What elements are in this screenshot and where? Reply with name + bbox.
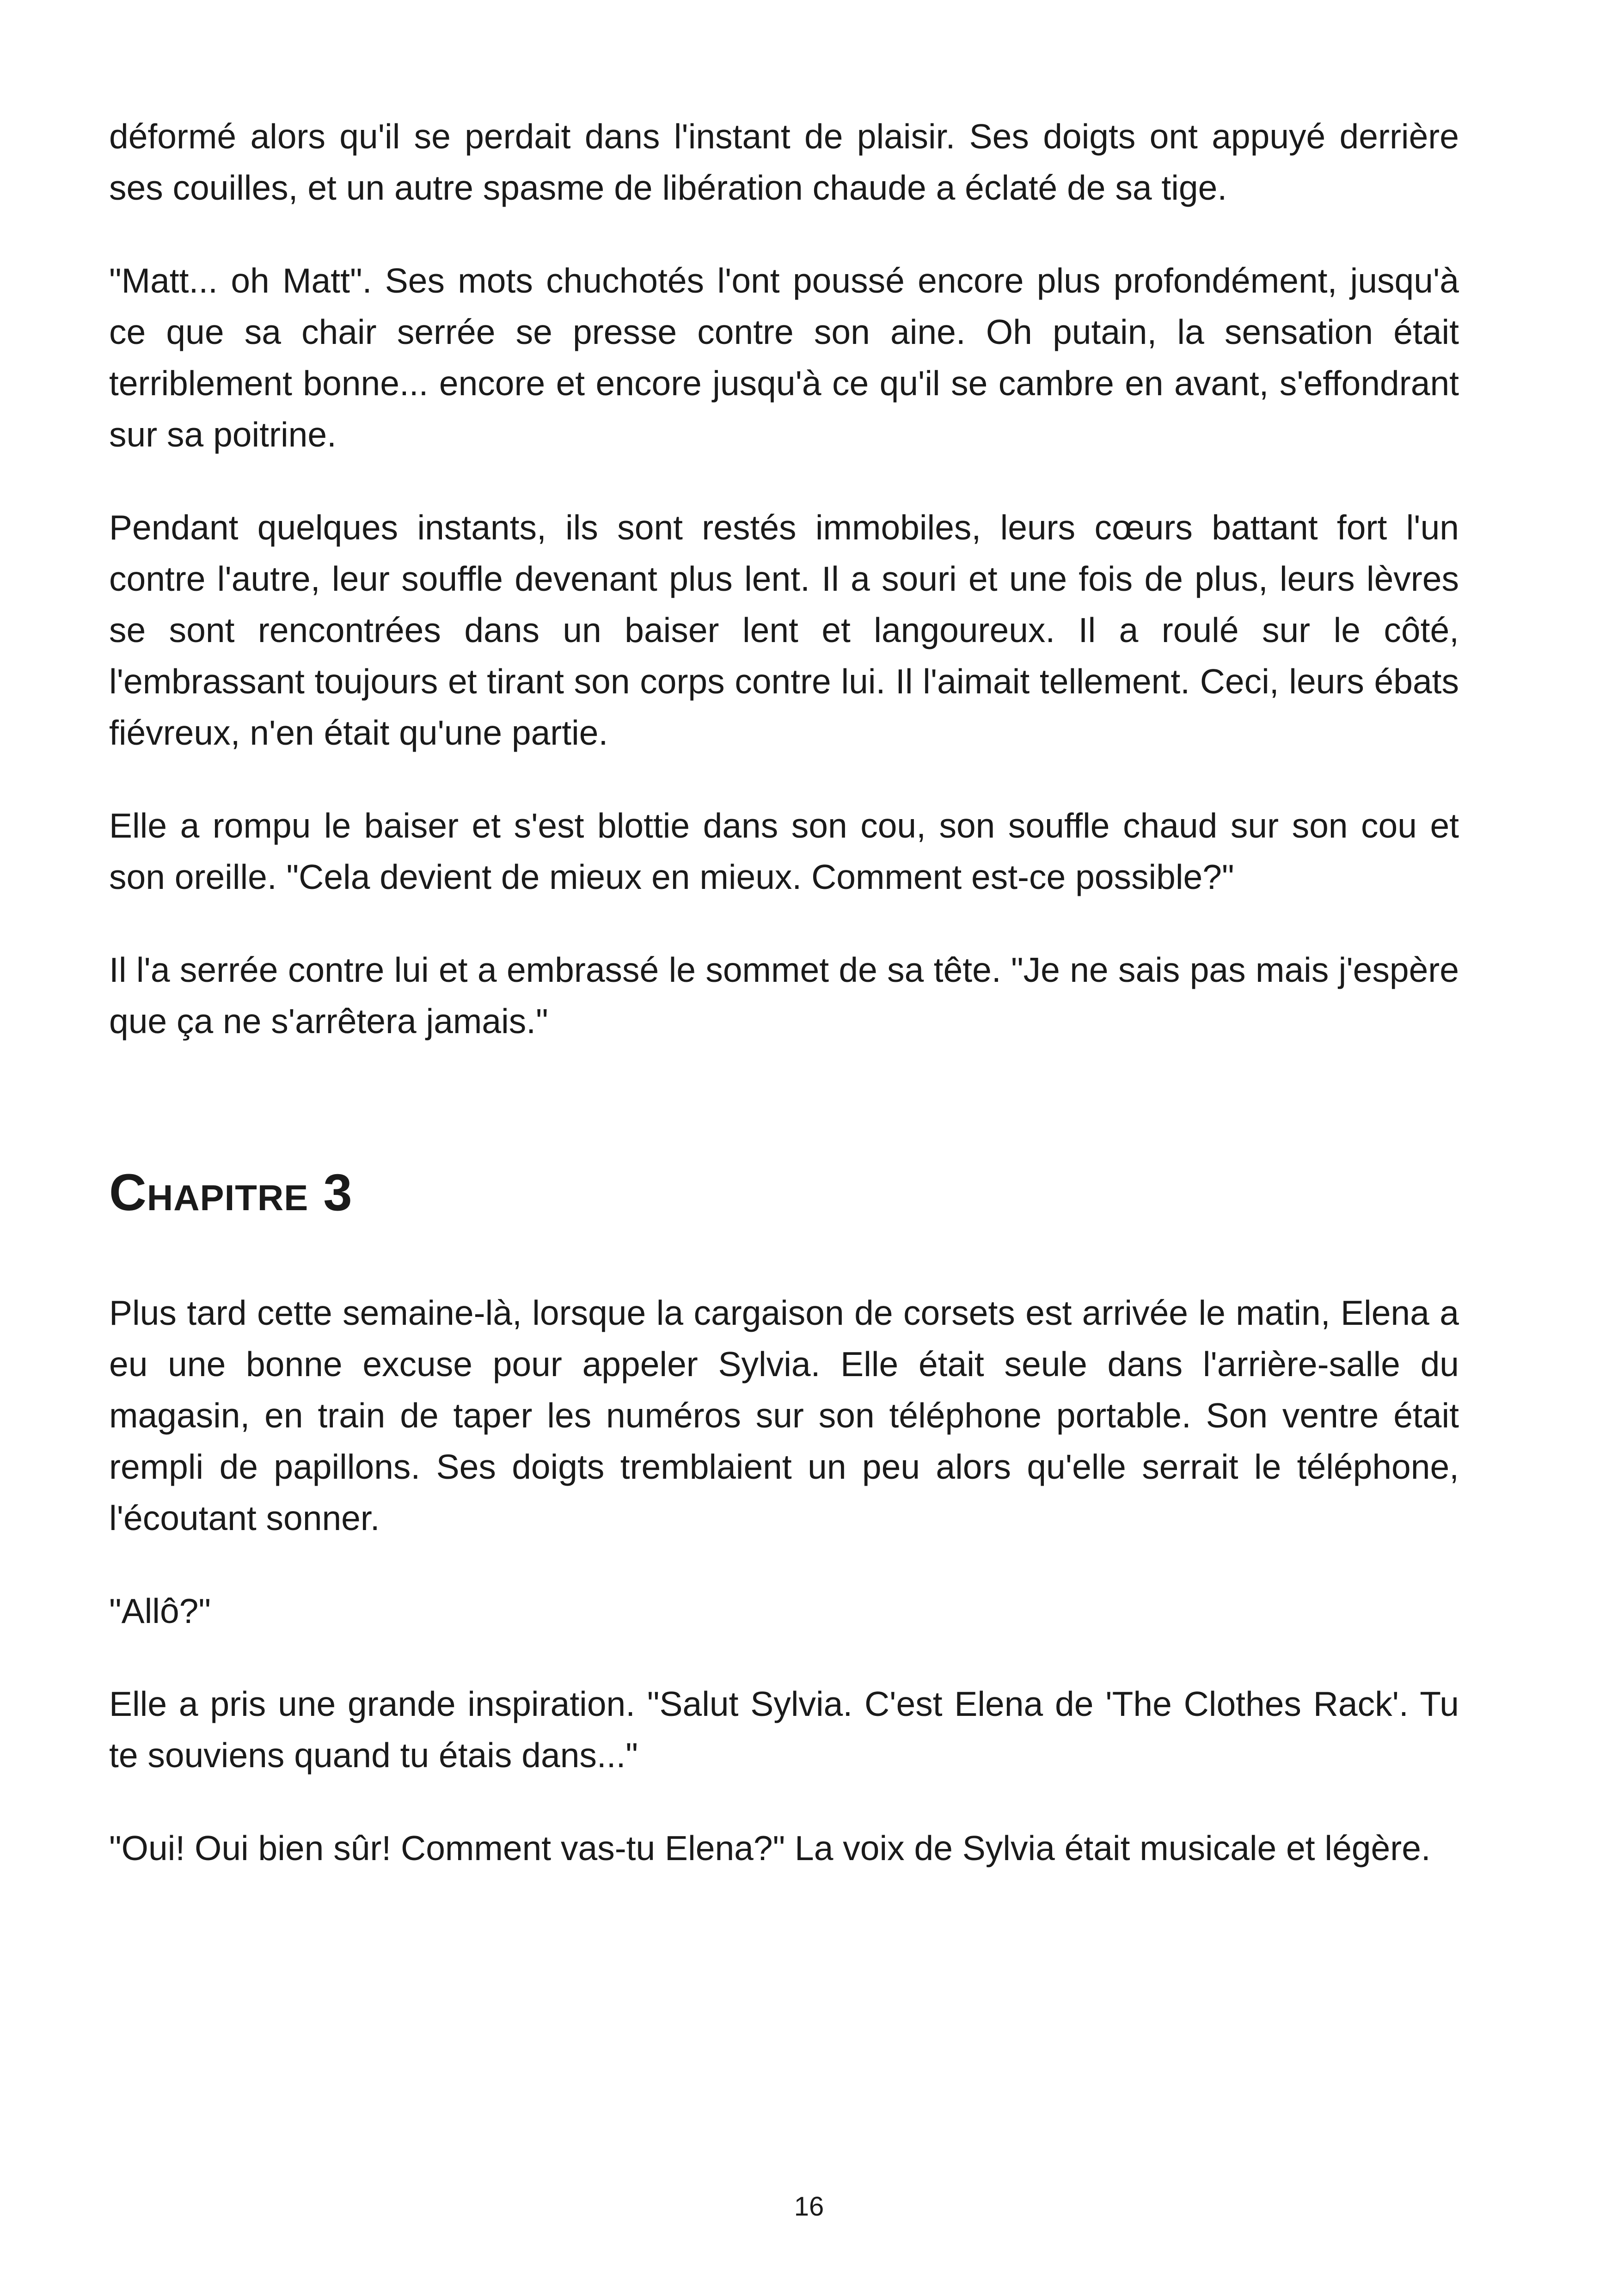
paragraph: Elle a pris une grande inspiration. "Salut Sylvia. C'est Elena de 'The Clothes Rack'. Tu te souviens quand tu étais dans..." xyxy=(109,1684,1459,1775)
paragraph: "Oui! Oui bien sûr! Comment vas-tu Elena?" La voix de Sylvia était musicale et légère. xyxy=(109,1829,1431,1867)
page-number: 16 xyxy=(794,2192,824,2222)
paragraph: Elle a rompu le baiser et s'est blottie dans son cou, son souffle chaud sur son cou et son oreille. "Cela devient de mieux en mieux. Comment est-ce possible?" xyxy=(109,806,1459,896)
paragraph: Plus tard cette semaine-là, lorsque la cargaison de corsets est arrivée le matin, Elena a eu une bonne excuse pour appeler Sylvia. Elle était seule dans l'arrière-salle du magasin, en train de taper les numéros sur son téléphone portable. Son ventre était rempli de papillons. Ses doigts tremblaient un peu alors qu'elle serrait le téléphone, l'écoutant sonner. xyxy=(109,1293,1459,1537)
paragraph: déformé alors qu'il se perdait dans l'instant de plaisir. Ses doigts ont appuyé derrière ses couilles, et un autre spasme de libération chaude a éclaté de sa tige. xyxy=(109,117,1459,207)
paragraph: "Matt... oh Matt". Ses mots chuchotés l'ont poussé encore plus profondément, jusqu'à ce que sa chair serrée se presse contre son aine. Oh putain, la sensation était terriblement bonne... encore et encore jusqu'à ce qu'il se cambre en avant, s'effondrant sur sa poitrine. xyxy=(109,261,1459,454)
paragraph: Il l'a serrée contre lui et a embrassé le sommet de sa tête. "Je ne sais pas mais j'espère que ça ne s'arrêtera jamais." xyxy=(109,950,1459,1041)
page-body xyxy=(109,111,1459,1916)
chapter-title: Chapitre 3 xyxy=(109,1163,353,1221)
paragraph: Pendant quelques instants, ils sont restés immobiles, leurs cœurs battant fort l'un contre l'autre, leur souffle devenant plus lent. Il a souri et une fois de plus, leurs lèvres se sont rencontrées dans un baiser lent et langoureux. Il a roulé sur le côté, l'embrassant toujours et tirant son corps contre lui. Il l'aimait tellement. Ceci, leurs ébats fiévreux, n'en était qu'une partie. xyxy=(109,508,1459,752)
paragraph: "Allô?" xyxy=(109,1592,211,1630)
